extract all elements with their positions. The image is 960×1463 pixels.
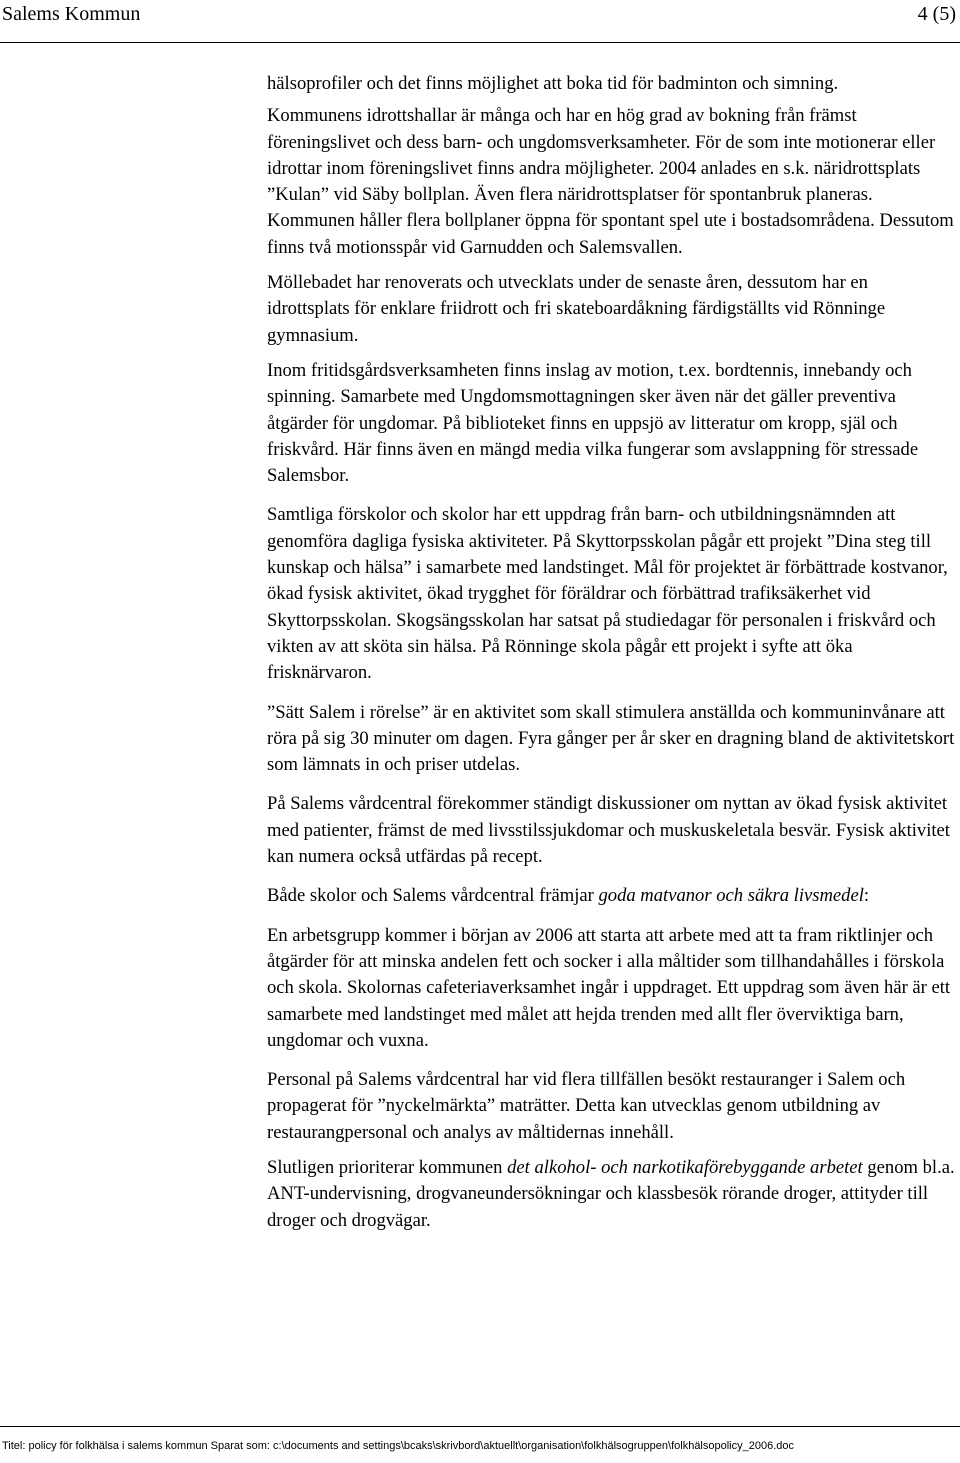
page-header bbox=[0, 0, 960, 43]
header-organization: Salems Kommun bbox=[2, 3, 141, 25]
paragraph-working-group: En arbetsgrupp kommer i början av 2006 att starta att arbete med att ta fram riktlinjer och åtgärder för att minska andelen fett och socker i alla måltider som tillhandahålles i förskola och skola. Skolornas cafeteriaverksamhet ingår i uppdraget. Ett uppdrag som även här är ett samarbete med landstinget med målet att hejda trenden med allt fler överviktiga barn, ungdomar och vuxna. bbox=[267, 924, 951, 1051]
paragraph-health-center: På Salems vårdcentral förekommer ständigt diskussioner om nyttan av ökad fysisk aktivitet med patienter, främst de med livsstilssjukdomar och muskuskeletala besvär. Fysisk aktivitet kan numera också utfärdas på recept. bbox=[267, 793, 950, 868]
food-habits-colon: : bbox=[863, 885, 870, 907]
paragraph-sport-booking: hälsoprofiler och det finns möjlighet att boka tid för badminton och simning. bbox=[267, 73, 839, 94]
page-footer bbox=[0, 1426, 960, 1463]
food-habits-emphasis: goda matvanor och säkra livsmedel bbox=[598, 885, 864, 907]
alcohol-drugs-text: Slutligen prioriterar kommunen bbox=[267, 1156, 508, 1178]
paragraph-youth-centers: Inom fritidsgårdsverksamheten finns inslag av motion, t.ex. bordtennis, innebandy och spinning. Samarbete med Ungdomsmottagningen sker även när det gäller preventiva åtgärder för ungdomar. På biblioteket finns en uppsjö av litteratur om kropp, själ och friskvård. Här finns även en mängd media vilka fungerar som avslappning för stressade Salemsbor. bbox=[267, 359, 919, 487]
food-habits-text: Både skolor och Salems vårdcentral främjar bbox=[267, 885, 599, 907]
alcohol-drugs-rest: genom bl.a. ANT-undervisning, drogvaneundersökningar och klassbesök rörande droger, attityder till droger och drogvägar. bbox=[267, 1156, 955, 1231]
paragraph-satt-salem-i-rorelse: ”Sätt Salem i rörelse” är en aktivitet som skall stimulera anställda och kommuninvånare att röra på sig 30 minuter om dagen. Fyra gånger per år sker en dragning bland de aktivitetskort som lämnats in och priser utdelas. bbox=[267, 701, 955, 776]
footer-document-info: Titel: policy för folkhälsa i salems kommun Sparat som: c:\documents and settings\bcaks\skrivbord\aktuellt\organisation\folkhälsogruppen\folkhälsopolicy_2006.doc bbox=[2, 1440, 794, 1452]
paragraph-food-habits bbox=[267, 883, 955, 909]
paragraph-schools: Samtliga förskolor och skolor har ett uppdrag från barn- och utbildningsnämnden att genomföra dagliga fysiska aktiviteter. På Skyttorpsskolan pågår ett projekt ”Dina steg till kunskap och hälsa” i samarbete med landstinget. Mål för projektet är förbättrade kostvanor, ökad fysisk aktivitet, ökad trygghet för föräldrar och förbättrad trafiksäkerhet vid Skyttorpsskolan. Skogsängsskolan har satsat på studiedagar för personalen i friskvård och vikten av att sköta sin hälsa. På Rönninge skola pågår ett projekt i syfte att öka frisknärvaron. bbox=[267, 504, 948, 684]
document-body bbox=[267, 71, 955, 1243]
header-page-number: 4 (5) bbox=[917, 3, 956, 25]
paragraph-mollebadet: Möllebadet har renoverats och utvecklats under de senaste åren, dessutom har en idrottsplats för enklare friidrott och fri skateboardåkning färdigställts vid Rönninge gymnasium. bbox=[267, 272, 886, 346]
paragraph-restaurants: Personal på Salems vårdcentral har vid flera tillfällen besökt restauranger i Salem och propagerat för ”nyckelmärkta” maträtter. Detta kan utvecklas genom utbildning av restaurangpersonal och analys av måltidernas innehåll. bbox=[267, 1069, 906, 1143]
alcohol-drugs-emphasis: det alkohol- och narkotikaförebyggande arbetet bbox=[507, 1156, 863, 1178]
paragraph-sports-halls: Kommunens idrottshallar är många och har en hög grad av bokning från främst föreningslivet och dess barn- och ungdomsverksamheter. För de som inte motionerar eller idrottar inom föreningslivet finns andra möjligheter. 2004 anlades en s.k. näridrottsplats ”Kulan” vid Säby bollplan. Även flera näridrottsplatser för spontanbruk planeras. Kommunen håller flera bollplaner öppna för spontant spel ute i bostadsområdena. Dessutom finns två motionsspår vid Garnudden och Salemsvallen. bbox=[267, 105, 954, 258]
paragraph-alcohol-drugs bbox=[267, 1155, 955, 1234]
